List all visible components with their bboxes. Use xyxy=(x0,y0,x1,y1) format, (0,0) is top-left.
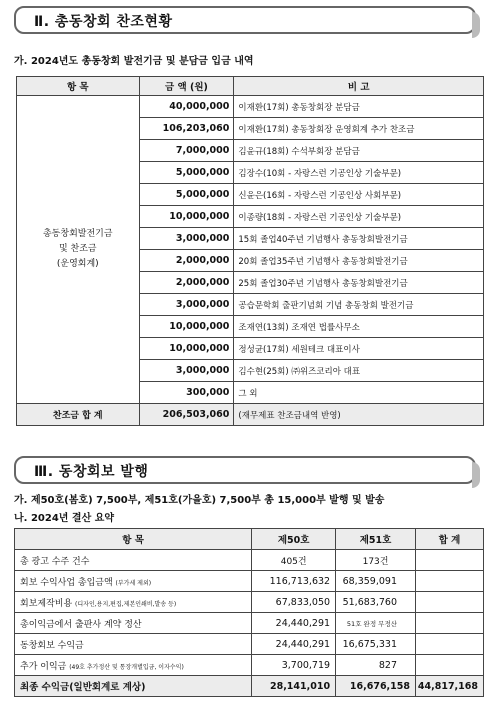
sum-cell xyxy=(416,634,484,655)
amount-cell: 40,000,000 xyxy=(139,96,234,118)
amount-cell: 2,000,000 xyxy=(139,250,234,272)
no50-cell: 3,700,719 xyxy=(252,655,336,676)
item-label-note: (부가세 제외) xyxy=(115,579,152,587)
header-sum: 합 계 xyxy=(416,529,484,550)
section-3-title: Ⅲ. 동창회보 발행 xyxy=(34,464,149,480)
amount-cell: 10,000,000 xyxy=(139,316,234,338)
item-label xyxy=(15,592,252,613)
item-label-text: 회보제작비용 xyxy=(20,598,76,609)
table-row xyxy=(15,634,484,655)
no50-cell: 67,833,050 xyxy=(252,592,336,613)
final-no51: 16,676,158 xyxy=(336,676,416,697)
sum-cell xyxy=(416,655,484,676)
no51-cell: 173건 xyxy=(336,550,416,571)
item-label-note: (디자인,용지,편집,제본인쇄비,발송 등) xyxy=(75,600,177,608)
note-cell: 이종량(18회 - 자랑스런 기공인상 기술부문) xyxy=(234,206,484,228)
no50-cell: 24,440,291 xyxy=(252,613,336,634)
table-row xyxy=(15,613,484,634)
table-row xyxy=(15,655,484,676)
total-row xyxy=(17,404,484,426)
note-cell: 신윤은(16회 - 자랑스런 기공인상 사회부문) xyxy=(234,184,484,206)
item-label-text: 추가 이익금 xyxy=(20,661,70,672)
amount-cell: 5,000,000 xyxy=(139,184,234,206)
item-label-text: 총이익금에서 출판사 계약 정산 xyxy=(20,619,142,630)
table-row xyxy=(15,592,484,613)
final-label: 최종 수익금(일반회계로 계상) xyxy=(15,676,252,697)
no50-cell: 116,713,632 xyxy=(252,571,336,592)
note-cell: 정성균(17회) 세원테크 대표이사 xyxy=(234,338,484,360)
amount-cell: 3,000,000 xyxy=(139,228,234,250)
note-cell: 김장수(10회 - 자랑스런 기공인상 기술부문) xyxy=(234,162,484,184)
no51-cell: 827 xyxy=(336,655,416,676)
header-item: 항 목 xyxy=(17,77,140,96)
note-cell: 이재환(17회) 총동창회장 운영회계 추가 찬조금 xyxy=(234,118,484,140)
amount-cell: 2,000,000 xyxy=(139,272,234,294)
table-header-row xyxy=(15,529,484,550)
section-3-header xyxy=(14,456,476,484)
donation-table xyxy=(16,76,484,426)
item-label xyxy=(15,571,252,592)
amount-cell: 3,000,000 xyxy=(139,294,234,316)
item-label-text: 회보 수익사업 총입금액 xyxy=(20,577,116,588)
note-cell: 그 외 xyxy=(234,382,484,404)
note-cell: 김수현(25회) ㈜위즈코리아 대표 xyxy=(234,360,484,382)
final-row xyxy=(15,676,484,697)
item-label xyxy=(15,550,252,571)
note-cell: 25회 졸업30주년 기념행사 총동창회발전기금 xyxy=(234,272,484,294)
amount-cell: 3,000,000 xyxy=(139,360,234,382)
sum-cell xyxy=(416,592,484,613)
header-no51: 제51호 xyxy=(336,529,416,550)
header-amount: 금 액 (원) xyxy=(139,77,234,96)
table-row xyxy=(15,550,484,571)
header-no50: 제50호 xyxy=(252,529,336,550)
total-note: (재무제표 찬조금내역 반영) xyxy=(234,404,484,426)
note-cell: 공습문학회 출판기념회 기념 총동창회 발전기금 xyxy=(234,294,484,316)
no51-cell: 51,683,760 xyxy=(336,592,416,613)
item-label-note: (49호 추가정산 및 통장개별입금, 이자수익) xyxy=(69,663,184,671)
section-2-title: Ⅱ. 총동창회 찬조현황 xyxy=(34,14,173,30)
sum-cell xyxy=(416,613,484,634)
section-3-subtitle-a: 가. 제50호(봄호) 7,500부, 제51호(가을호) 7,500부 총 15,000부 발행 및 발송 xyxy=(14,495,385,506)
note-cell: 20회 졸업35주년 기념행사 총동창회발전기금 xyxy=(234,250,484,272)
no51-cell xyxy=(336,613,416,634)
header-item: 항 목 xyxy=(15,529,252,550)
newsletter-summary-table xyxy=(14,528,484,697)
item-label xyxy=(15,655,252,676)
table-row xyxy=(15,571,484,592)
section-2-header xyxy=(14,6,476,34)
section-2-subtitle: 가. 2024년도 총동창회 발전기금 및 분담금 입금 내역 xyxy=(14,56,254,67)
amount-cell: 300,000 xyxy=(139,382,234,404)
amount-cell: 106,203,060 xyxy=(139,118,234,140)
item-label-text: 동창회보 수익금 xyxy=(20,640,84,651)
final-sum: 44,817,168 xyxy=(416,676,484,697)
item-label xyxy=(15,613,252,634)
note-cell: 김윤규(18회) 수석부회장 분담금 xyxy=(234,140,484,162)
table-header-row xyxy=(17,77,484,96)
amount-cell: 10,000,000 xyxy=(139,338,234,360)
no51-note: 51호 완정 무정산 xyxy=(346,619,397,628)
final-no50: 28,141,010 xyxy=(252,676,336,697)
sum-cell xyxy=(416,571,484,592)
header-shadow xyxy=(472,12,480,38)
note-cell: 조재연(13회) 조재연 법률사무소 xyxy=(234,316,484,338)
no51-cell: 68,359,091 xyxy=(336,571,416,592)
total-amount: 206,503,060 xyxy=(139,404,234,426)
no51-cell: 16,675,331 xyxy=(336,634,416,655)
header-shadow xyxy=(472,462,480,488)
table-row xyxy=(17,96,484,118)
header-note: 비 고 xyxy=(234,77,484,96)
item-label-text: 총 광고 수주 건수 xyxy=(20,556,90,567)
sum-cell xyxy=(416,550,484,571)
note-cell: 이재환(17회) 총동창회장 분담금 xyxy=(234,96,484,118)
amount-cell: 7,000,000 xyxy=(139,140,234,162)
note-cell: 15회 졸업40주년 기념행사 총동창회발전기금 xyxy=(234,228,484,250)
amount-cell: 5,000,000 xyxy=(139,162,234,184)
no50-cell: 24,440,291 xyxy=(252,634,336,655)
section-3-subtitle-b: 나. 2024년 결산 요약 xyxy=(14,513,115,524)
item-label xyxy=(15,634,252,655)
total-label: 찬조금 합 계 xyxy=(17,404,140,426)
amount-cell: 10,000,000 xyxy=(139,206,234,228)
category-cell: 총동창회발전기금 및 찬조금 (운영회계) xyxy=(17,96,140,404)
no50-cell: 405건 xyxy=(252,550,336,571)
